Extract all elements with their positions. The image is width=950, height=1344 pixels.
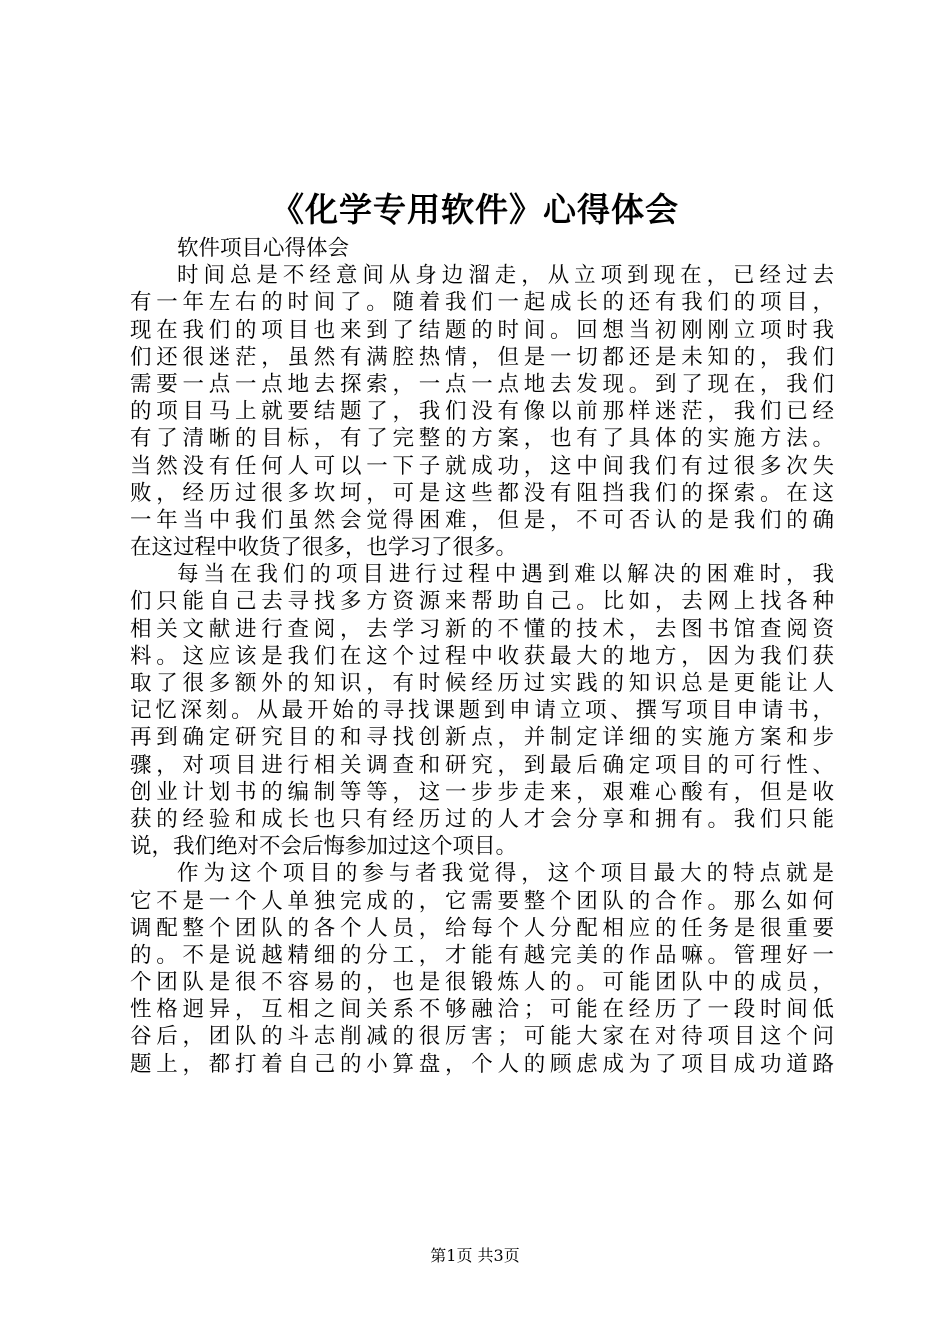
paragraph-line: 料。这应该是我们在这个过程中收获最大的地方，因为我们获 xyxy=(130,643,834,669)
paragraph-line: 的。不是说越精细的分工，才能有越完美的作品嘛。管理好一 xyxy=(130,942,834,968)
paragraph-line: 有了清晰的目标，有了完整的方案，也有了具体的实施方法。 xyxy=(130,426,834,452)
paragraph-line: 再到确定研究目的和寻找创新点，并制定详细的实施方案和步 xyxy=(130,725,834,751)
paragraph-line: 时间总是不经意间从身边溜走，从立项到现在，已经过去 xyxy=(177,263,834,289)
page-footer: 第1页 共3页 xyxy=(430,1246,520,1265)
paragraph-line: 有一年左右的时间了。随着我们一起成长的还有我们的项目， xyxy=(130,290,834,316)
paragraph-line: 题上，都打着自己的小算盘，个人的顾虑成为了项目成功道路 xyxy=(130,1051,834,1077)
paragraph-line: 说，我们绝对不会后悔参加过这个项目。 xyxy=(130,834,518,860)
document-title: 《化学专用软件》心得体会 xyxy=(271,190,679,229)
paragraph-line: 在这过程中收货了很多，也学习了很多。 xyxy=(130,535,518,561)
paragraph-line: 每当在我们的项目进行过程中遇到难以解决的困难时，我 xyxy=(177,562,834,588)
paragraph-line: 们还很迷茫，虽然有满腔热情，但是一切都还是未知的，我们 xyxy=(130,344,834,370)
paragraph-line: 记忆深刻。从最开始的寻找课题到申请立项、撰写项目申请书， xyxy=(130,698,834,724)
paragraph-line: 作为这个项目的参与者我觉得，这个项目最大的特点就是 xyxy=(177,861,834,887)
paragraph-line: 们只能自己去寻找多方资源来帮助自己。比如，去网上找各种 xyxy=(130,589,834,615)
paragraph-line: 它不是一个人单独完成的，它需要整个团队的合作。那么如何 xyxy=(130,888,834,914)
paragraph-line: 相关文献进行查阅，去学习新的不懂的技术，去图书馆查阅资 xyxy=(130,616,834,642)
document-body xyxy=(130,235,834,1078)
paragraph-line: 性格迥异，互相之间关系不够融洽；可能在经历了一段时间低 xyxy=(130,997,834,1023)
document-subtitle: 软件项目心得体会 xyxy=(177,236,350,261)
paragraph-line: 当然没有任何人可以一下子就成功，这中间我们有过很多次失 xyxy=(130,453,834,479)
paragraph-line: 的项目马上就要结题了，我们没有像以前那样迷茫，我们已经 xyxy=(130,399,834,425)
paragraph-line: 获的经验和成长也只有经历过的人才会分享和拥有。我们只能 xyxy=(130,806,834,832)
paragraph-line: 需要一点一点地去探索，一点一点地去发现。到了现在，我们 xyxy=(130,371,834,397)
paragraph-line: 骤，对项目进行相关调查和研究，到最后确定项目的可行性、 xyxy=(130,752,834,778)
paragraph-line: 败，经历过很多坎坷，可是这些都没有阻挡我们的探索。在这 xyxy=(130,480,834,506)
paragraph-line: 现在我们的项目也来到了结题的时间。回想当初刚刚立项时我 xyxy=(130,317,834,343)
paragraph-line: 创业计划书的编制等等，这一步步走来，艰难心酸有，但是收 xyxy=(130,779,834,805)
paragraph-line: 谷后，团队的斗志削减的很厉害；可能大家在对待项目这个问 xyxy=(130,1024,834,1050)
paragraph-line: 取了很多额外的知识，有时候经历过实践的知识总是更能让人 xyxy=(130,671,834,696)
paragraph-line: 调配整个团队的各个人员，给每个人分配相应的任务是很重要 xyxy=(130,915,834,941)
paragraph-line: 个团队是很不容易的，也是很锻炼人的。可能团队中的成员， xyxy=(130,970,834,996)
paragraph-line: 一年当中我们虽然会觉得困难，但是，不可否认的是我们的确 xyxy=(130,507,834,533)
